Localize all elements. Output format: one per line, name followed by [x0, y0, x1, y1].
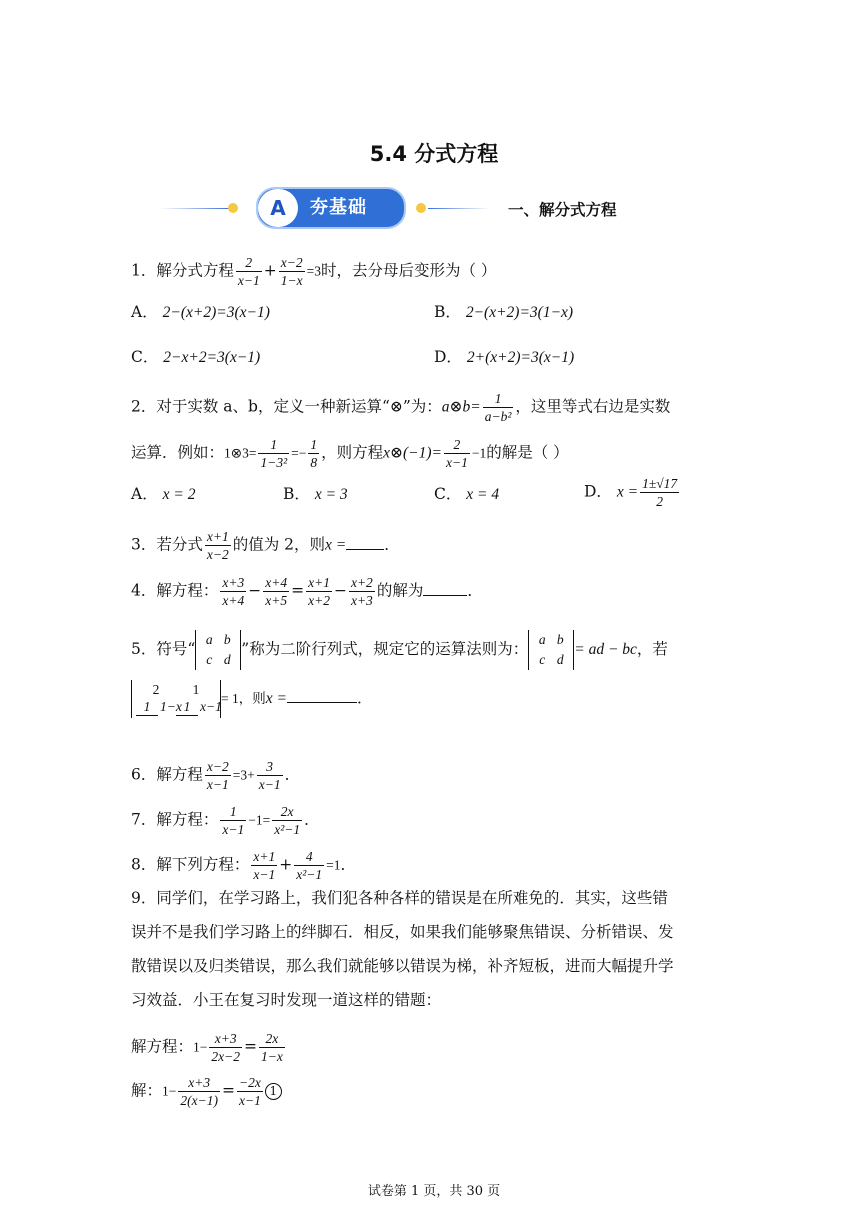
question-7: 7．解方程： $\frac{1}{x-1}$ −1= $\frac{2x}{\text{x²−1}}$ ． [131, 804, 320, 837]
question-2-line-1: 2．对于实数 a、b，定义一种新运算“⊗”为：a⊗b= $\frac{1}{\text{a−b²}}$ ，这里等式右边是实数 [131, 391, 671, 424]
q2-option-c: C． x = 4 [434, 485, 500, 503]
q2-option-b: B． x = 3 [283, 485, 348, 503]
banner-dot-right [416, 203, 426, 213]
page-title: 5.4 分式方程 [369, 142, 499, 166]
question-9-line-3: 散错误以及归类错误，那么我们就能够以错误为梯，补齐短板，进而大幅提升学 [131, 957, 674, 975]
level-label: 夯基础 [310, 197, 367, 218]
section-banner [160, 186, 720, 230]
question-1: 1．解分式方程 $\frac{2}{x-1}$ + $\frac{x-2}{1-x}$ =3时，去分母后变形为（ ） [131, 255, 497, 288]
question-4: 4．解方程： $\frac{x+3}{x+4}$ − $\frac{x+4}{x+5}$ = $\frac{x+1}{x+2}$ − $\frac{x+2}{x+3}$ 的解为 ． [131, 575, 483, 608]
question-9-line-4: 习效益．小王在复习时发现一道这样的错题： [131, 991, 442, 1009]
question-5-line-2: 2 1 1 1−x 1 x−1= 1，则x = ． [131, 680, 372, 718]
section-title: 一、解分式方程 [508, 201, 617, 219]
question-5-line-1: 5．符号“a b c d”称为二阶行列式，规定它的运算法则为：a b c d= ad − bc，若 [131, 630, 668, 670]
level-letter: A [258, 189, 298, 227]
banner-line-right [428, 208, 490, 209]
question-3: 3．若分式 $\frac{x+1}{x-2}$ 的值为 2，则x = ． [131, 529, 400, 562]
q1-option-b: B． 2−(x+2)=3(1−x) [434, 303, 574, 321]
q2-option-a: A． x = 2 [131, 485, 196, 503]
q1-option-c: C． 2−x+2=3(x−1) [131, 348, 261, 366]
question-6: 6．解方程 $\frac{x-2}{x-1}$ =3+ $\frac{3}{x-1}$ ． [131, 759, 301, 792]
q1-option-d: D． 2+(x+2)=3(x−1) [434, 348, 575, 366]
step-number-badge: 1 [265, 1083, 282, 1100]
banner-line-left [160, 208, 230, 209]
question-9-line-1: 9．同学们，在学习路上，我们犯各种各样的错误是在所难免的．其实，这些错 [131, 889, 668, 907]
question-9-solution-step-1: 解：1− $\frac{x+3}{2(x-1)}$ = $\frac{-2x}{x-1}$ 1 [131, 1074, 282, 1109]
q1-option-a: A． 2−(x+2)=3(x−1) [131, 303, 270, 321]
question-2-line-2: 运算．例如：1⊗3= $\frac{1}{\text{1−3²}}$ =− $\frac{1}{8}$ ，则方程x⊗(−1)= $\frac{2}{x-1}$ −1的解是（ ） [131, 437, 569, 470]
banner-dot-left [228, 203, 238, 213]
level-badge [256, 187, 406, 229]
q2-option-d: D． x = $\frac{1\pm√17}{2}$ [584, 476, 678, 509]
question-9-equation: 解方程：1− $\frac{x+3}{2x-2}$ = $\frac{2x}{1-x}$ [131, 1031, 283, 1064]
page-footer: 试卷第 1 页，共 30 页 [367, 1184, 501, 1199]
question-9-line-2: 误并不是我们学习路上的绊脚石．相反，如果我们能够聚焦错误、分析错误、发 [131, 923, 674, 941]
question-8: 8．解下列方程： $\frac{x+1}{x-1}$ + $\frac{4}{\text{x²−1}}$ =1． [131, 849, 357, 882]
